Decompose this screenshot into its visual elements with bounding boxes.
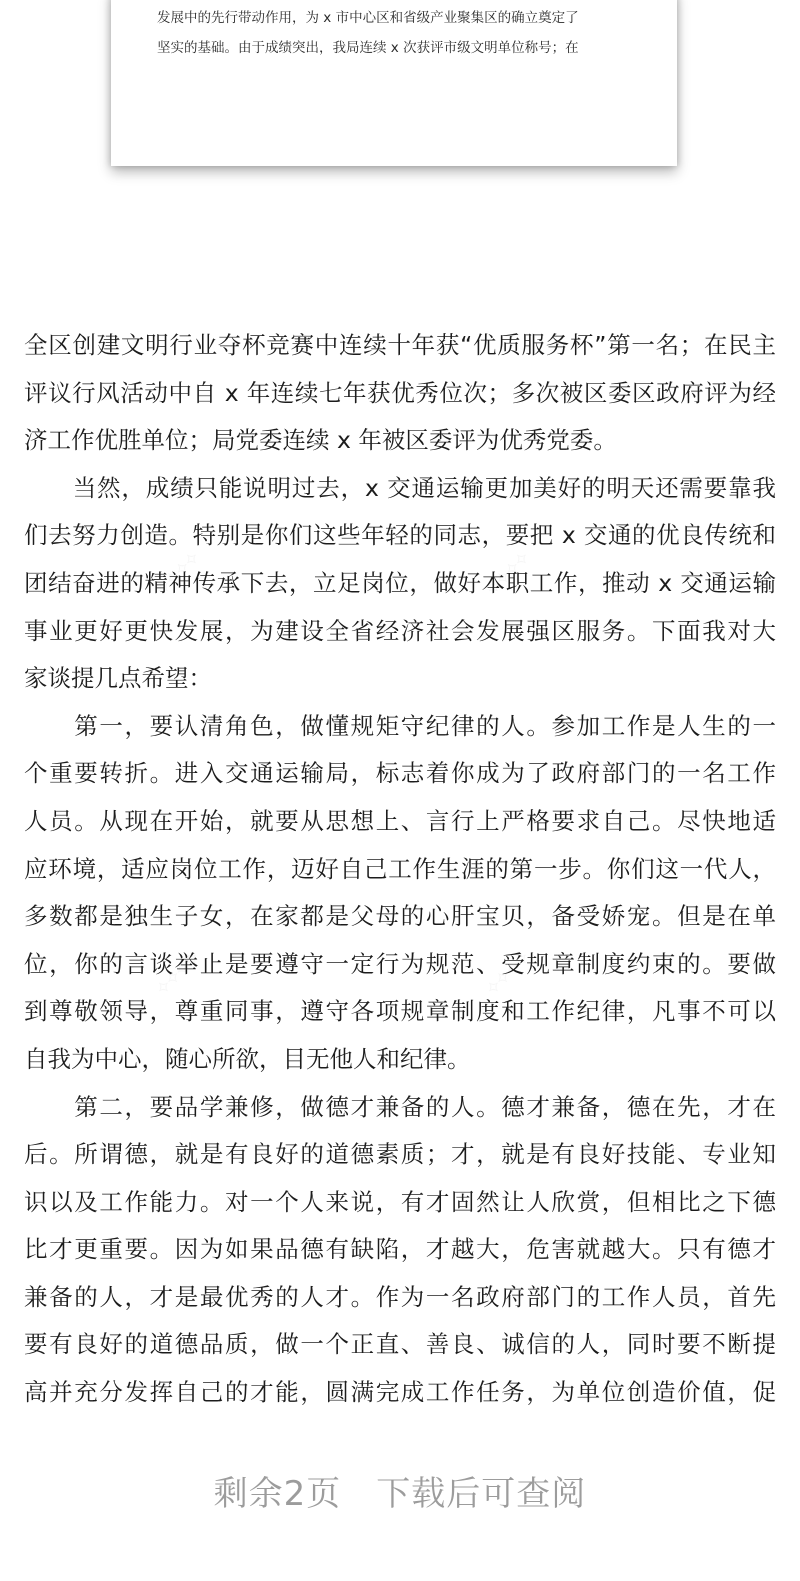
text-line: 家谈提几点希望： [24,664,212,693]
text-line: 团结奋进的精神传承下去，立足岗位，做好本职工作，推动 x 交通运输 [24,568,776,597]
text-line: 要有良好的道德品质，做一个正直、善良、诚信的人，同时要不断提 [24,1330,776,1359]
text-line: 个重要转折。进入交通运输局，标志着你成为了政府部门的一名工作 [24,759,776,788]
text-line: 第二，要品学兼修，做德才兼备的人。德才兼备，德在先，才在 [24,1092,776,1121]
document-body [24,322,776,1417]
text-line: 自我为中心，随心所欲，目无他人和纪律。 [24,1044,471,1073]
preview-page-card [111,0,677,166]
text-line: 人员。从现在开始，就要从思想上、言行上严格要求自己。尽快地适 [24,806,776,835]
card-line: 发展中的先行带动作用，为 x 市中心区和省级产业聚集区的确立奠定了 [157,10,579,26]
text-line: 济工作优胜单位；局党委连续 x 年被区委评为优秀党委。 [24,426,617,455]
text-line: 们去努力创造。特别是你们这些年轻的同志，要把 x 交通的优良传统和 [24,521,776,550]
text-line: 后。所谓德，就是有良好的道德素质；才，就是有良好技能、专业知 [24,1140,776,1169]
text-line: 当然，成绩只能说明过去，x 交通运输更加美好的明天还需要靠我 [24,473,776,502]
remaining-pages-notice[interactable]: 剩余2页 下载后可查阅 [213,1474,587,1514]
text-line: 识以及工作能力。对一个人来说，有才固然让人欣赏，但相比之下德 [24,1187,776,1216]
text-line: 比才更重要。因为如果品德有缺陷，才越大，危害就越大。只有德才 [24,1235,776,1264]
text-line: 高并充分发挥自己的才能，圆满完成工作任务，为单位创造价值，促 [24,1378,776,1407]
text-line: 评议行风活动中自 x 年连续七年获优秀位次；多次被区委区政府评为经 [24,378,776,407]
text-line: 到尊敬领导，尊重同事，遵守各项规章制度和工作纪律，凡事不可以 [24,997,776,1026]
text-line: 第一，要认清角色，做懂规矩守纪律的人。参加工作是人生的一 [24,711,776,740]
card-line: 坚实的基础。由于成绩突出，我局连续 x 次获评市级文明单位称号；在 [157,40,579,56]
text-line: 多数都是独生子女，在家都是父母的心肝宝贝，备受娇宠。但是在单 [24,902,776,931]
text-line: 位，你的言谈举止是要遵守一定行为规范、受规章制度约束的。要做 [24,949,776,978]
text-line: 事业更好更快发展，为建设全省经济社会发展强区服务。下面我对大 [24,616,776,645]
text-line: 应环境，适应岗位工作，迈好自己工作生涯的第一步。你们这一代人， [24,854,776,883]
text-line: 全区创建文明行业夺杯竞赛中连续十年获“优质服务杯”第一名；在民主 [24,331,776,359]
text-line: 兼备的人，才是最优秀的人才。作为一名政府部门的工作人员，首先 [24,1282,776,1311]
